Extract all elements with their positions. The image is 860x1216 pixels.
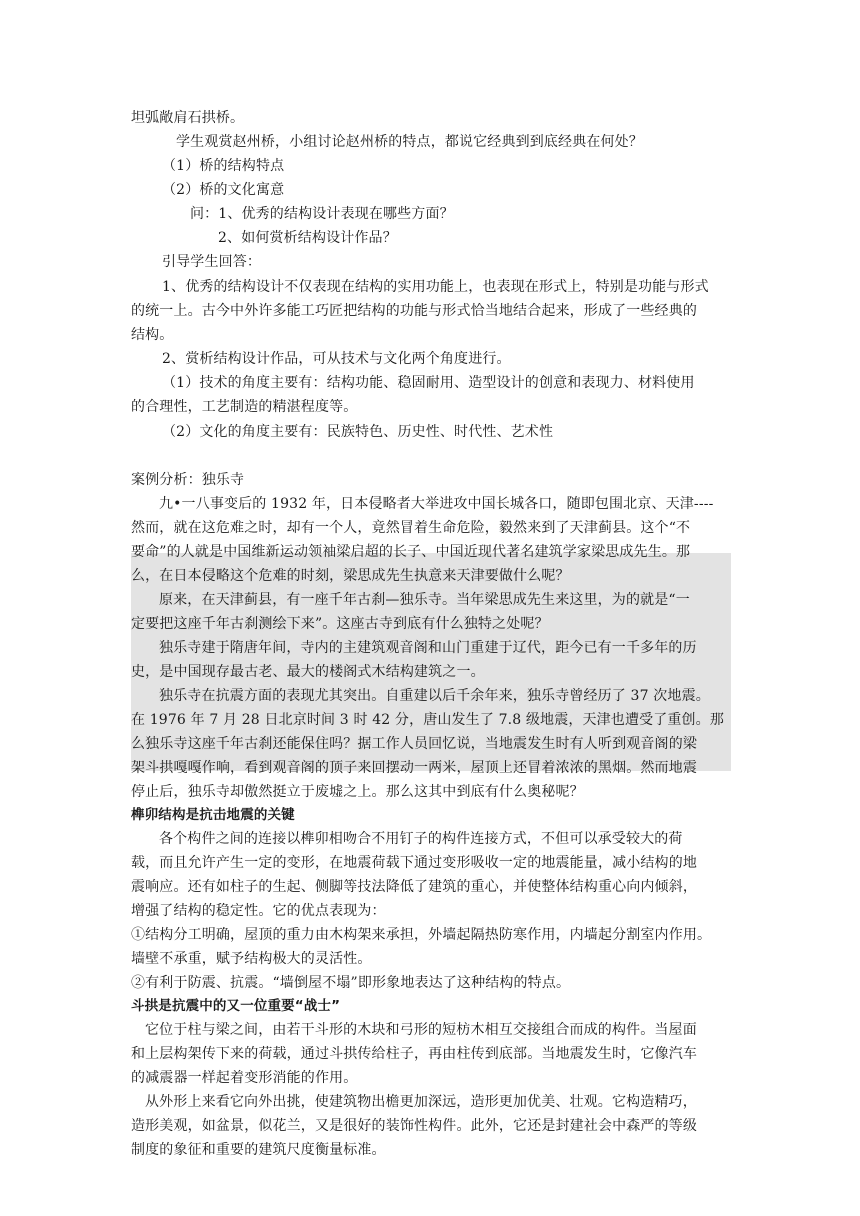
paragraph-line: 各个构件之间的连接以榫卯相吻合不用钉子的构件连接方式，不但可以承受较大的荷 xyxy=(159,831,683,847)
paragraph-line: 造形美观，如盆景，似花兰，又是很好的装饰性构件。此外，它还是封建社会中森严的等级 xyxy=(131,1118,697,1134)
advantage-item: ①结构分工明确，屋顶的重力由木构架来承担，外墙起隔热防寒作用，内墙起分割室内作用。 xyxy=(131,927,712,943)
paragraph-line: 震响应。还有如柱子的生起、侧脚等技法降低了建筑的重心，并使整体结构重心向内倾斜， xyxy=(131,879,697,895)
paragraph-line: 和上层构架传下来的荷载，通过斗拱传给柱子，再由柱传到底部。当地震发生时，它像汽车 xyxy=(131,1046,697,1062)
paragraph-line: 架斗拱嘎嘎作响，看到观音阁的顶子来回摆动一两米，屋顶上还冒着浓浓的黑烟。然而地震 xyxy=(131,760,697,776)
paragraph-line: 载，而且允许产生一定的变形，在地震荷载下通过变形吸收一定的地震能量，减小结构的地 xyxy=(131,855,697,871)
paragraph-line: 独乐寺建于隋唐年间，寺内的主建筑观音阁和山门重建于辽代，距今已有一千多年的历 xyxy=(159,640,697,656)
answer-line: （1）技术的角度主要有：结构功能、稳固耐用、造型设计的创意和表现力、材料使用 xyxy=(162,375,695,391)
paragraph-line: 从外形上来看它向外出挑，使建筑物出檐更加深远，造形更加优美、壮观。它构造精巧， xyxy=(145,1094,697,1110)
paragraph-line: 原来，在天津蓟县，有一座千年古刹—独乐寺。当年梁思成先生来这里，为的就是“一 xyxy=(159,592,690,608)
section-heading: 榫卯结构是抗击地震的关键 xyxy=(131,807,295,823)
paragraph-line: 么，在日本侵略这个危难的时刻，梁思成先生执意来天津要做什么呢？ xyxy=(131,568,570,584)
advantage-item: 墙壁不承重，赋予结构极大的灵活性。 xyxy=(131,951,372,967)
paragraph-line: 独乐寺在抗震方面的表现尤其突出。自重建以后千余年来，独乐寺曾经历了 37 次地震。 xyxy=(159,688,710,704)
paragraph-line: 史，是中国现存最古老、最大的楼阁式木结构建筑之一。 xyxy=(131,664,485,680)
paragraph-line: 然而，就在这危难之时，却有一个人，竟然冒着生命危险，毅然来到了天津蓟县。这个“不 xyxy=(131,520,691,536)
intro-question: 学生观赏赵州桥，小组讨论赵州桥的特点，都说它经典到到底经典在何处？ xyxy=(176,134,643,150)
list-item: （2）桥的文化寓意 xyxy=(162,182,285,198)
paragraph-line: 停止后，独乐寺却傲然挺立于废墟之上。那么这其中到底有什么奥秘呢？ xyxy=(131,784,584,800)
paragraph-line: 的减震器一样起着变形消能的作用。 xyxy=(131,1070,358,1086)
guide-line: 引导学生回答： xyxy=(162,254,262,270)
list-item: （1）桥的结构特点 xyxy=(162,158,285,174)
question-line: 问：1、优秀的结构设计表现在哪些方面？ xyxy=(190,206,454,222)
answer-line: 2、赏析结构设计作品，可从技术与文化两个角度进行。 xyxy=(162,351,511,367)
paragraph-line: 它位于柱与梁之间，由若干斗形的木块和弓形的短枋木相互交接组合而成的构件。当屋面 xyxy=(145,1022,697,1038)
answer-line: 1、优秀的结构设计不仅表现在结构的实用功能上，也表现在形式上，特别是功能与形式 xyxy=(162,279,709,295)
paragraph-line: 制度的象征和重要的建筑尺度衡量标准。 xyxy=(131,1142,386,1158)
answer-line: 的合理性，工艺制造的精湛程度等。 xyxy=(131,399,358,415)
paragraph-line: 么独乐寺这座千年古刹还能保住吗？据工作人员回忆说，当地震发生时有人听到观音阁的梁 xyxy=(131,736,697,752)
case-title: 案例分析：独乐寺 xyxy=(131,472,245,488)
advantage-item: ②有利于防震、抗震。“墙倒屋不塌”即形象地表达了这种结构的特点。 xyxy=(131,975,571,991)
paragraph-line: 要命”的人就是中国维新运动领袖梁启超的长子、中国近现代著名建筑学家梁思成先生。那 xyxy=(131,544,691,560)
section-heading: 斗拱是抗震中的又一位重要“战士” xyxy=(131,998,341,1014)
paragraph-line: 增强了结构的稳定性。它的优点表现为： xyxy=(131,903,386,919)
intro-line: 坦弧敞肩石拱桥。 xyxy=(131,110,245,126)
answer-line: （2）文化的角度主要有：民族特色、历史性、时代性、艺术性 xyxy=(162,424,554,440)
paragraph-line: 定要把这座千年古刹测绘下来”。这座古寺到底有什么独特之处呢？ xyxy=(131,616,549,632)
answer-line: 结构。 xyxy=(131,327,174,343)
paragraph-line: 九•一八事变后的 1932 年，日本侵略者大举进攻中国长城各口，随即包围北京、天津---- xyxy=(159,496,714,512)
question-line: 2、如何赏析结构设计作品？ xyxy=(218,230,397,246)
paragraph-line: 在 1976 年 7 月 28 日北京时间 3 时 42 分，唐山发生了 7.8 级地震，天津也遭受了重创。那 xyxy=(131,712,724,728)
answer-line: 的统一上。古今中外许多能工巧匠把结构的功能与形式恰当地结合起来，形成了一些经典的 xyxy=(131,303,697,319)
